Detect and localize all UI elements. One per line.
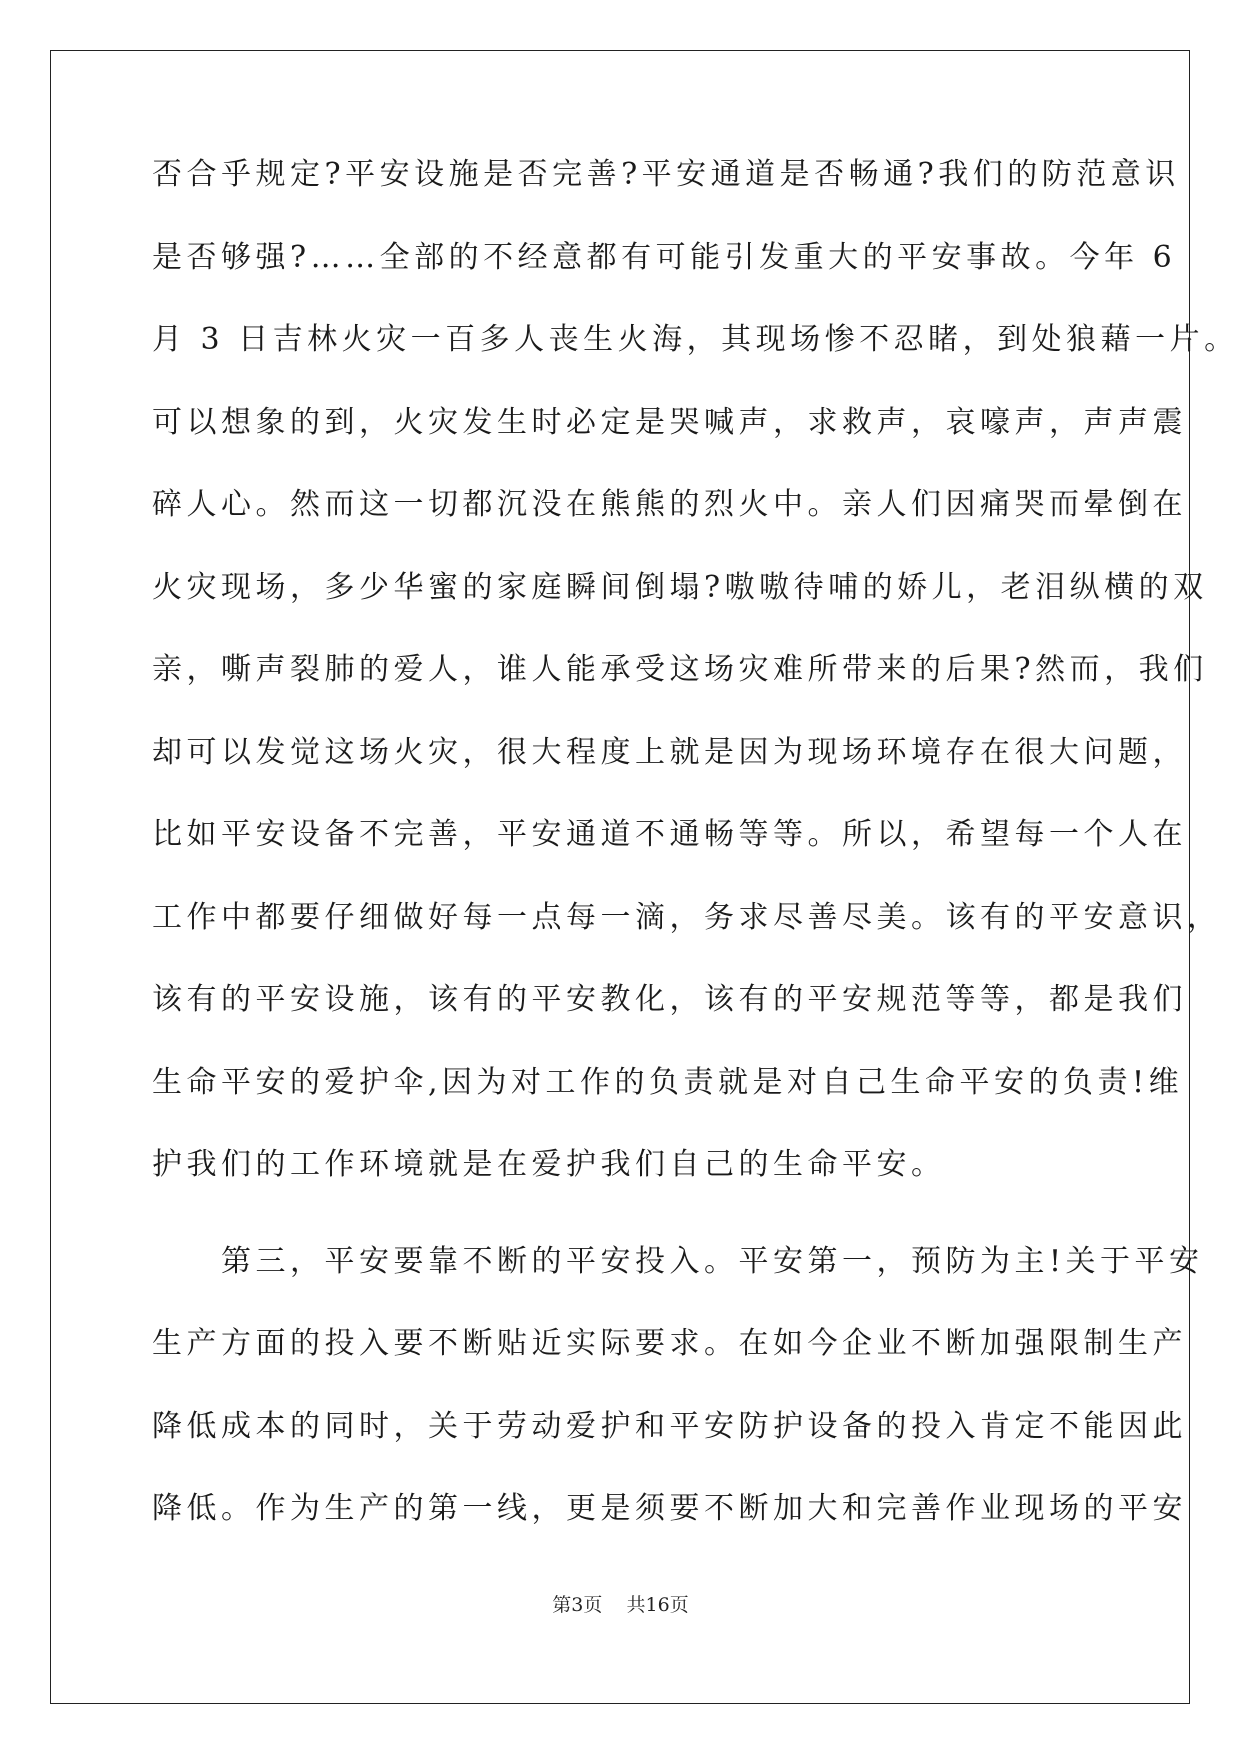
- text-line: 火灾现场，多少华蜜的家庭瞬间倒塌?嗷嗷待哺的娇儿，老泪纵横的双: [152, 569, 1208, 605]
- paragraph-1: [152, 155, 1239, 1228]
- text-line: 该有的平安设施，该有的平安教化，该有的平安规范等等，都是我们: [152, 982, 1187, 1017]
- text-line: 降低成本的同时，关于劳动爱护和平安防护设备的投入肯定不能因此: [152, 1408, 1187, 1444]
- paragraph-spacer: [152, 1228, 1092, 1242]
- text-line: 却可以发觉这场火灾，很大程度上就是因为现场环境存在很大问题，: [152, 734, 1187, 770]
- footer-separator: [602, 1594, 626, 1616]
- text-line: 生命平安的爱护伞,因为对工作的负责就是对自己生命平安的负责!维: [152, 1064, 1184, 1100]
- text-line: 第三，平安要靠不断的平安投入。平安第一，预防为主!关于平安: [152, 1243, 1204, 1279]
- page-footer: [0, 1590, 1241, 1617]
- text-line: 护我们的工作环境就是在爱护我们自己的生命平安。: [152, 1147, 946, 1182]
- text-line: 工作中都要仔细做好每一点每一滴，务求尽善尽美。该有的平安意识，: [152, 899, 1222, 935]
- text-line: 比如平安设备不完善，平安通道不通畅等等。所以，希望每一个人在: [152, 817, 1187, 852]
- page-number: 第3页: [552, 1594, 603, 1616]
- text-line: 是否够强?……全部的不经意都有可能引发重大的平安事故。今年 6: [152, 239, 1177, 275]
- text-line: 生产方面的投入要不断贴近实际要求。在如今企业不断加强限制生产: [152, 1326, 1187, 1361]
- text-line: 可以想象的到，火灾发生时必定是哭喊声，求救声，哀嚎声，声声震: [152, 404, 1187, 440]
- paragraph-2: [152, 1242, 1204, 1572]
- document-body: [152, 155, 1239, 1572]
- text-line: 降低。作为生产的第一线，更是须要不断加大和完善作业现场的平安: [152, 1491, 1187, 1526]
- text-line: 碎人心。然而这一切都沉没在熊熊的烈火中。亲人们因痛哭而晕倒在: [152, 487, 1187, 522]
- text-line: 月 3 日吉林火灾一百多人丧生火海，其现场惨不忍睹，到处狼藉一片。: [152, 322, 1239, 357]
- text-line: 否合乎规定?平安设施是否完善?平安通道是否畅通?我们的防范意识: [152, 157, 1180, 192]
- text-line: 亲，嘶声裂肺的爱人，谁人能承受这场灾难所带来的后果?然而，我们: [152, 652, 1208, 687]
- page-total: 共16页: [626, 1594, 689, 1616]
